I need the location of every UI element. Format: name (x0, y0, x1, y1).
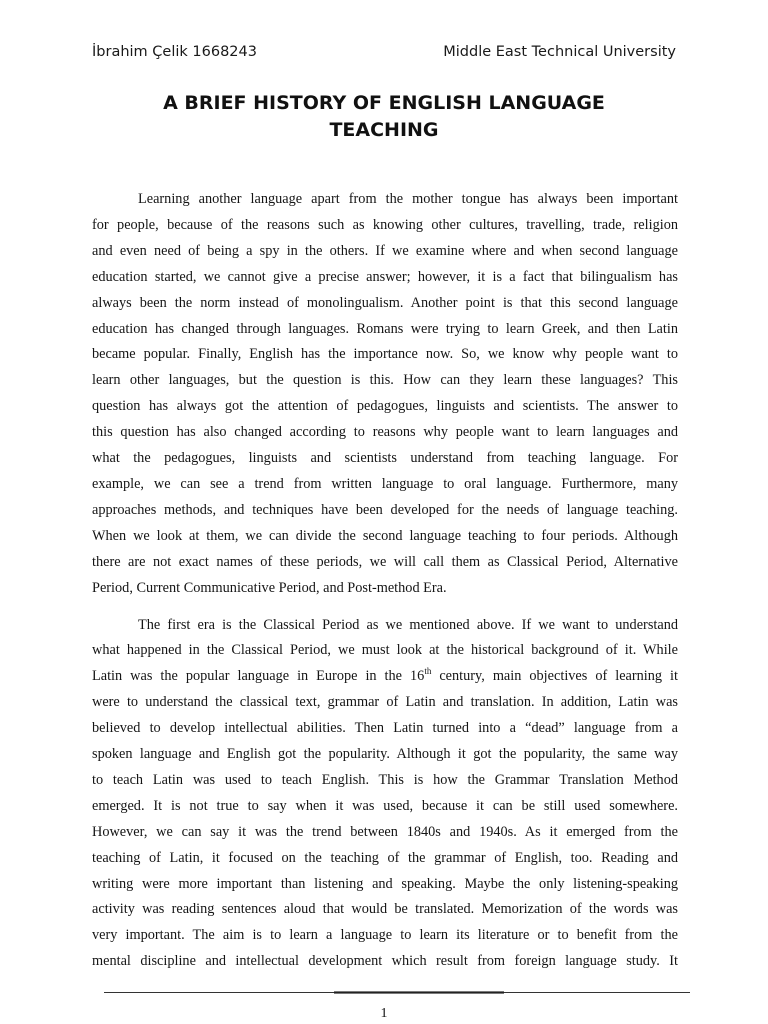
document-title (92, 90, 676, 144)
text-line: spoken language and English got the popularity. Although it got the popularity, the same way (92, 746, 678, 763)
text-line: mental discipline and intellectual development which result from foreign language study. It (92, 953, 678, 970)
page-number: 1 (380, 1006, 388, 1021)
page-header (92, 44, 676, 60)
text-line: what the pedagogues, linguists and scientists understand from teaching language. For (92, 450, 678, 467)
title-line-2: TEACHING (329, 119, 439, 141)
text-fragment: century, main objectives of learning it (431, 668, 678, 685)
text-line: very important. The aim is to learn a language to learn its literature or to benefit from the (92, 927, 678, 944)
text-line: However, we can say it was the trend between 1840s and 1940s. As it emerged from the (92, 823, 678, 840)
text-line: believed to develop intellectual abilities. Then Latin turned into a “dead” language from a (92, 720, 678, 737)
text-line: education started, we cannot give a precise answer; however, it is a fact that bilingualism has (92, 268, 678, 285)
author-id-header: İbrahim Çelik 1668243 (92, 44, 257, 60)
document-body (92, 187, 678, 975)
text-line: writing were more important than listening and speaking. Maybe the only listening-speaking (92, 875, 678, 892)
text-line: example, we can see a trend from written language to oral language. Furthermore, many (92, 475, 678, 492)
footer-divider (104, 991, 690, 994)
text-line: Learning another language apart from the mother tongue has always been important (138, 191, 678, 207)
text-line: teaching of Latin, it focused on the teaching of the grammar of English, too. Reading and (92, 849, 678, 866)
text-line: and even need of being a spy in the others. If we examine where and when second language (92, 242, 678, 259)
text-line: The first era is the Classical Period as we mentioned above. If we want to understand (138, 616, 678, 633)
superscript-ordinal: th (424, 666, 432, 677)
text-line: emerged. It is not true to say when it was used, because it can be still used somewhere. (92, 797, 678, 814)
text-line: were to understand the classical text, grammar of Latin and translation. In addition, Latin was (92, 694, 678, 711)
text-fragment: Latin was the popular language in Europe in the 16 (92, 668, 425, 685)
text-line: always been the norm instead of monolingualism. Another point is that this second language (92, 294, 678, 311)
text-line: question has always got the attention of pedagogues, linguists and scientists. The answer to (92, 398, 678, 415)
university-header: Middle East Technical University (443, 44, 676, 60)
paragraph-2 (92, 613, 678, 976)
text-line: for people, because of the reasons such as knowing other cultures, travelling, trade, religion (92, 216, 678, 233)
text-line: When we look at them, we can divide the second language teaching to four periods. Although (92, 527, 678, 544)
text-line: activity was reading sentences aloud that would be translated. Memorization of the words was (92, 901, 678, 918)
text-line: to teach Latin was used to teach English. This is how the Grammar Translation Method (92, 771, 678, 788)
text-line-with-superscript (92, 664, 678, 690)
text-line: Period, Current Communicative Period, and Post-method Era. (92, 579, 447, 596)
title-line-1: A BRIEF HISTORY OF ENGLISH LANGUAGE (163, 92, 605, 114)
text-line: this question has also changed according to reasons why people want to learn languages and (92, 424, 678, 441)
paragraph-1 (92, 187, 678, 602)
text-line: there are not exact names of these periods, we will call them as Classical Period, Alternative (92, 553, 678, 570)
text-line: education has changed through languages. Romans were trying to learn Greek, and then Latin (92, 320, 678, 337)
text-line: approaches methods, and techniques have been developed for the needs of language teaching. (92, 501, 678, 518)
text-line: what happened in the Classical Period, we must look at the historical background of it. While (92, 642, 678, 659)
text-line: became popular. Finally, English has the importance now. So, we know why people want to (92, 346, 678, 363)
text-line: learn other languages, but the question is this. How can they learn these languages? This (92, 372, 678, 389)
